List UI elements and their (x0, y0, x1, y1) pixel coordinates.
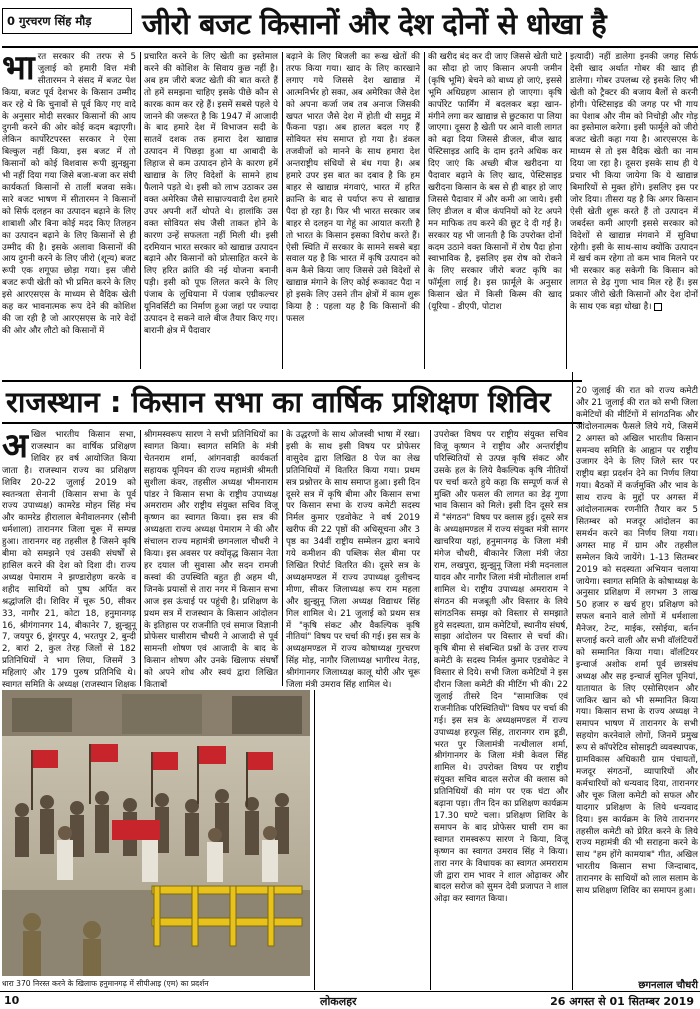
column-divider (140, 52, 141, 369)
top-story-body (2, 48, 698, 369)
top-story-headline: जीरो बजट किसानों और देश दोनों से धोखा है (142, 7, 607, 41)
second-story-column-2-text: श्रीगमस्वरूप सारण ने सभी प्रतिनिधियों का स्वागत किया। स्वागत समिति के मंत्री चेतनराम शर्मा, आंगनवाड़ी कार्यकर्ता सहायक यूनियन की राज्य महामंत्री श्रीमती सुशीला कंवर, तहसील अध्यक्ष भीमनाराम पांडर ने किसान सभा के राष्ट्रीय उपाध्यक्ष अमराराम और राष्ट्रीय संयुक्त सचिव विजू कृष्णन का स्वागत किया। इस सत्र की अध्यक्षता राज्य अध्यक्ष पेमाराम ने की और संचालन राज्य महामंत्री छगनलाल चौधरी ने किया। इस अवसर पर क्योंवृद्ध किसान नेता हर दयाल जी सुवासा और सदन रामजी कस्वां की उपस्थिति बहुत ही अहम थी, जिनके प्रयासों से तारा नगर में किसान सभा आज इस ऊंचाई पर पहुंची है। प्रशिक्षण के प्रथम सत्र में राजस्थान के किसान आंदोलन के इतिहास पर राजनीति एवं समाज विज्ञानी प्रोफेसर घासीराम चौधरी ने आजादी से पूर्व सामन्ती शोषण एवं आजादी के बाद के किसान शोषण और उनके खिलाफ संघर्षों को अपने शोध और स्वयं द्वारा लिखित किताबों (144, 430, 278, 691)
second-story-column-5 (576, 386, 698, 974)
column-divider (424, 52, 425, 369)
issue-date: 26 अगस्त से 01 सितम्बर 2019 (550, 995, 694, 1008)
column-divider (282, 52, 283, 369)
page-footer (0, 991, 700, 1009)
top-story-column-2-text: प्रचारित करने के लिए खेती का इस्तेमाल करने की कोशिश के सिवाय कुछ नहीं है। अब हम जीरो बजट खेती की बात करते हैं तो हमें समझना चाहिए इसके पीछे कौन से कारक काम कर रहे हैं। इसमें सबसे पहले ये जानने की जरूरत है कि 1947 में आजादी के बाद हमारे देश में विभाजन सदी के सातवें दशक तक हमारा देश खाद्यान्न उत्पादन में पिछड़ा हुआ था आबादी के लिहाज से कम उत्पादन होने के कारण हमें खाद्यान्न के लिए विदेशों के सामने हाथ फैलाने पड़ते थे। इसी को लाभ उठाकर उस वक्त अमेरिका जैसे साम्राज्यवादी देश हमारे उपर अपनी शर्तें थोपते थे। हालांकि उस वक्त सोवियत संघ जैसी ताकत होने के कारण उन्हें सफलता नहीं मिली थी। इसी दरमियान भारत सरकार को खाद्यान्न उत्पादन बढ़ाने और किसानों को प्रोत्साहित करने के लिए हरित क्रांति की नई योजना बनानी पड़ी। इसी को पूफ लिलत करने के लिए पंजाब के लुधियाना में पंजाब एग्रीकल्चर यूनिवर्सिटी का निर्माण हुआ जहां पर ज्यादा उत्पादन दे सकने वाले बीज तैयार किए गए। बारानी क्षेत्र में पैदावार (144, 52, 278, 336)
second-story-column-2 (144, 430, 278, 691)
rally-photo (2, 690, 310, 976)
second-story-column-1 (2, 426, 136, 691)
column-divider (314, 690, 315, 990)
second-story-column-3-text: के उद्धरणों के साथ ओजस्वी भाषा में रखा। इसी के साथ इसी विषय पर प्रोफेसर वासुदेव द्वारा लिखित 8 पेज का लेख प्रतिनिधियों में वितरित किया गया। प्रथम सत्र प्रश्नोत्तर के साथ समाप्त हुआ। इसी दिन दूसरे सत्र में कृषि बीमा और किसान सभा पर किसान सभा के राज्य कमेटी सदस्य निर्मल कुमार एडवोकेट ने वर्ष 2019 खरीफ की 22 पृष्ठों की अधिसूचना और 3 पृष्ठ का 34वीं राष्ट्रीय सम्मेलन द्वारा बनाये गये कमीशन की पब्लिक सेल बीमा पर लिखित रिपोर्ट वितरित की। दूसरे सत्र के अध्यक्षमण्डल में राज्य उपाध्यक्ष दुलीचन्द मीणा, सीकर जिलाध्यक्ष रूप राम महला और झुन्झुनू जिला अध्यक्ष विद्याधर सिंह गिल शामिल थे। 21 जुलाई को प्रथम सत्र में "कृषि संकट और वैकल्पिक कृषि नीतियां" विषय पर चर्चा की गई। इस सत्र के अध्यक्षमण्डल में राज्य कोषाध्यक्ष गुरचरण सिंह मोड़, नागौर जिलाध्यक्ष भागीरथ नेतड़, श्रीगंगानगर जिलाध्यक्ष कालू थोरी और चूरू जिला मंत्री उमराव सिंह शामिल थे। (286, 430, 420, 691)
top-story-dropcap: भा (2, 48, 35, 88)
second-story-dropcap: अ (2, 426, 28, 466)
page-number: 10 (4, 994, 20, 1007)
top-story-column-1-text: रत सरकार की तरफ से 5 जुलाई को हमारी वित्त मंत्री सीतारमन ने संसद में बजट पेश किया, बजट पूर्व देशभर के किसान उम्मीद कर रहे थे कि चुनावों से पूर्व किए गए वादे के अनुसार मोदी सरकार किसानों की आय दुगनी करने की ओर कोई कदम बढ़ाएगी। लेकिन कार्पोरेटपरस्त सरकार ने ऐसा बिल्कुल नहीं किया, इस बजट में तो किसानों को कोई विशवास रूपी झुनझुना भी नहीं दिया गया जिसे बजा-बजा कर संघी कार्यकर्ता किसानों से तालीं बजवा सके। सारे बजट भाषण में सीतारमन ने किसानों को सिर्फ दलहन का उत्पादन बढ़ाने के लिए शाबाशी और बिना कोई मदद किए तिलहन का उत्पादन बढ़ाने के लिए किसानों से ही उम्मीद की है। इसके अलावा किसानों की आय दुगनी करने के लिए जीरो (शून्य) बजट रूपी एक शगूफा छोड़ा गया। इस जीरो बजट रूपी खेती को भी प्रमित करने के लिए इसे आरएसएस के माध्यम से वैदिक खेती कह कर भावनात्मक रूप देने की कोशिश की जा रही है जो आरएसएस के नारे वेदों की ओर और लौटो को किसानों में (2, 52, 136, 336)
top-story-header (2, 2, 698, 48)
end-mark-icon (654, 303, 662, 311)
second-story-column-4 (434, 430, 568, 988)
second-story-column-4-text: उपरोक्त विषय पर राष्ट्रीय संयुक्त सचिव विजू कृष्णन ने राष्ट्रीय और अन्तर्राष्ट्रीय परिस्थितियों से उत्पन्न कृषि संकट और उसके हल के लिये वैकल्पिक कृषि नीतियों पर चर्चा करते हुये कहा कि सम्पूर्ण कर्ज से मुक्ति और फसल की लागत का डेढ़ गुणा भाव किसान को मिले। इसी दिन दूसरे सत्र में "संगठन" विषय पर क्लास हुई। दूसरे सत्र के अध्यक्षमण्डल में राज्य संयुक्त मंत्री सागर खाचरिया यहां, हनुमानगढ़ के जिला मंत्री मंगेज चौधरी, बीकानेर जिला मंत्री जेठा राम, लखपुरा, झुन्झुनू जिला मंत्री मदनलाल यादव और नागौर जिला मंत्री मोतीलाल शर्मा शामिल थे। राष्ट्रीय उपाध्यक्ष अमराराम ने संगठन की मजबूती और विस्तार के लिये सांगठनिक समझ को विस्तार से समझाते हुये सदस्यता, ग्राम कमेटियों, स्थानीय संघर्ष, साझा आंदोलन पर विस्तार से चर्चा की। कृषि बीमा से संबन्धित प्रश्नों के उत्तर राज्य कमेटी के सदस्य निर्मल कुमार एडवोकेट ने विस्तार से दिये। सभी जिला कमेटियों ने इस दौरान जिला कमेटी की मीटिंग भी की। 22 जुलाई तीसरे दिन "सामाजिक एवं राजनीतिक परिस्थितियों" विषय पर चर्चा की गई। इस सत्र के अध्यक्षमण्डल में राज्य उपाध्यक्ष हरफूल सिंह, तारानगर राम डूडी, भरत पुर जिलामंत्री नत्थीलाल शर्मा, श्रीगंगानगर के जिला मंत्री केवल सिंह शामिल थे। उपरोक्त विषय पर राष्ट्रीय संयुक्त सचिव बादल सरोज की क्लास को प्रतिनिधियों की मांग पर एक घंटा और बढ़ाना पड़ा। तीन दिन का प्रशिक्षण कार्यक्रम 17.30 घण्टे चला। प्रशिक्षण शिविर के समापन के बाद प्रोफेसर घासी राम का स्वागत रामस्वरूप सारण ने किया, विजू कृष्णन का स्वागत उमराव सिंह ने किया। तारा नगर के विधायक का स्वागत अमराराम जी द्वारा राम भावर ने शाल ओढ़ाकर और बादल सरोज को सुमन देवी प्रजापत ने शाल ओढ़ा कर स्वागत किया। (434, 430, 568, 905)
photo-caption: धारा 370 निरस्त करने के खिलाफ हनुमानगढ़ में सीपीआइ (एम) का प्रदर्शन (2, 979, 209, 988)
top-story-column-5 (570, 52, 698, 369)
column-divider (566, 52, 567, 369)
second-story-column-3-continued (318, 690, 428, 988)
top-story-column-3 (286, 52, 420, 369)
second-story-header (2, 380, 582, 424)
second-story-column-5-text: 20 जुलाई की रात को राज्य कमेटी और 21 जुलाई की रात को सभी जिला कमेटियों की मीटिंगों में सांगठनिक और आंदोलनात्मक फैसले लिये गये, जिसमें 2 अगस्त को अखिल भारतीय किसान समन्वय समिति के आह्वान पर राष्ट्रीय उजागर देने के लिए जिले स्तर पर राष्ट्रीय बड़ा प्रदर्शन देने का निर्णय लिया गया। बैठकों में कर्जमुक्ति और भाव के साथ राज्य के मुद्दों पर अगस्त में आंदोलनात्मक रणनीति तैयार कर 5 सितम्बर को मजदूर आंदोलन का समर्थन करने का निर्णय लिया गया। अगस्त माह में ग्राम और तहसील सम्मेलन किये जायेंगे। 1-13 सितम्बर 2019 को सदस्यता अभियान चलाया जायेगा। स्वागत समिति के कोषाध्यक्ष के अनुसार प्रशिक्षण में लगभग 3 लाख 50 हजार रु खर्च हुए। प्रशिक्षण को सफल बनाने वाले लोगों में धर्मशाला मैनेजर, टेन्ट, माईक, रसोईया, बर्तन सप्लाई करने वाली और सभी वॉलंटियरों को सम्मानित किया गया। वॉलंटियर इन्चार्ज अशोक शर्मा पूर्व छात्रसंघ अध्यक्ष और सह इन्चार्ज सुनिल पूनियां, यातायात के लिए एसोसिएशन और जाकिर खान को भी सम्मानित किया गया। किसान सभा के राज्य अध्यक्ष ने समापन भाषण में तारानगर के सभी सहयोग करनेवाले लोगों, जिनमें प्रमुख रूप से कॉपरेटिव सोसाइटी व्यवस्थापक, ग्रामविकास अधिकारी ग्राम पंचायतों, मजदूर संगठनों, व्यापारियों और कर्मचारियों को धन्यवाद दिया, तारानगर और चूरू जिला कमेटी को सफल और यादगार प्रशिक्षण के लिये धन्यवाद दिया। इस कार्यक्रम के लिये तारानगर तहसील कमेटी को प्रेरित करने के लिये राज्य महामंत्री की भी सराहना करने के साथ "हम होंगे कामयाब" गीत, अखिल भारतीय किसान सभा जिन्दाबाद, तारानगर के साथियों को लाल सलाम के साथ प्रशिक्षण शिविर का समापन हुआ। (576, 386, 698, 897)
top-story-column-5-text: इत्यादी) नहीं डालेगा इनकी जगह सिर्फ देसी खाद अर्थात गोबर की खाद ही डालेगा। गोबर उपलब्ध रहे इसके लिए भी खेती को ट्रैक्टर की बजाय बैलों से करनी होगी। पेस्टिसाइड की जगह पर भी गाय का पेशाब और नीम को निचोड़ी और गोड़ का इस्तेमाल करेगा। इसी फार्मूले को जीरो बजट खेती कहा गया है। आरएसएस के माध्यम से तो इस वैदिक खेती का नाम दिया जा रहा है। दूसरा इसके साथ ही ये प्रचार भी किया जायेगा कि ये खाद्यान्न बिमारियों से मुक्त होंगे। इसलिए इस पर जोर दिया। तीसरा यह है कि अगर किसान ऐसी खेती शुरू करते हैं तो उत्पादन में जबर्दस्त कमी आएगी इससे सरकार को विदेशों से खाद्यान्न मंगवाने में सुविधा रहेगी। इसी के साथ-साथ क्योंकि उत्पादन में खर्च कम रहेगा तो कम भाव मिलने पर भी सरकार कह सकेगी कि किसान को लागत से डेढ़ गुणा भाव मिल रहे हैं। इस प्रकार जीरो खेती किसानों और देश दोनों के साथ एक बड़ा धोखा है। (570, 52, 698, 313)
publication-name: लोकलहर (320, 995, 357, 1008)
second-story-column-3 (286, 430, 420, 691)
column-divider (430, 430, 431, 990)
top-story-column-3-text: बढ़ाने के लिए बिजली का रूख खेतों की तरफ किया गया। खाद के लिए कारखाने लगाए गये जिससे देश खाद्यान्न में आत्मनिर्भर हो सका, अब अमेरिका जैसे देश को अपना कर्जा जब तब अनाज जिसकी खपत भारत जैसे देश में होती थी समुद्र में फैंकना पड़ा। अब हालत बदल गए हैं सोवियत संघ समाप्त हो गया है। डंकल तजवीजों को मानने के साथ हमारा देश अन्तराष्ट्रीय संधियों से बंध गया है। अब हमारे उपर इस बात का दबाव है कि हम बाहर से खाद्यान्न मंगवाएं, भारत में हरित क्रान्ति के बाद से पर्याप्त रूप से खाद्यान्न पैदा हो रहा है। फिर भी भारत सरकार जब बाहर से दलहन या गेहूं का आयात करती है तो भारत के किसान इसका विरोध करते हैं। ऐसी स्थिति में सरकार के सामने सबसे बड़ा सवाल यह है कि भारत में कृषि उत्पादन को कम कैसे किया जाए जिससे उसे विदेशों से खाद्यान्न मंगाने के लिए कोई रूकावट पैदा न हो इसके लिए उसने तीन क्षेत्रों में काम शुरू किया है : पहला यह है कि किसानों की फसल (286, 52, 420, 324)
second-story-column-1-text: खिल भारतीय किसान सभा, राजस्थान का वार्षिक प्रशिक्षण शिविर हर वर्ष आयोजित किया जाता है। राजस्थान राज्य का प्रशिक्षण शिविर 20-22 जुलाई 2019 को स्वतन्त्रता सेनानी (किसान सभा के पूर्व राज्य उपाध्यक्ष) कामरेड मोहन सिंह मंच और कामरेड हीरालाल बेनीवालनगर (सौनी धर्मशाला) तारानगर जिला चूरू में सम्पन्न हुआ। तारानगर वह तहसील है जिसने कृषि बीमा को समझने एवं उसकी संघर्षों से हासिल करने की देश को दिशा दी। राज्य अध्यक्ष पेमाराम ने झण्डारोहण करके व शहीद साथियों को पुष्प अर्पित कर श्रद्धांजलि दी। शिविर में चूरू 50, सीकर 33, नागौर 21, कोटा 18, हनुमानगढ़ 16, श्रीगंगानगर 14, बीकानेर 7, झुन्झुनू 7, जयपुर 6, डूंगरपुर 4, भरतपुर 2, बुन्दी 2, बारां 2, कुल तेरह जिलों से 182 प्रतिनिधियों ने भाग लिया, जिसमें 3 महिलाएं और 179 पुरुष प्रतिनिधि थे। स्वागत समिति के अध्यक्ष (राजस्थान शिक्षक (2, 430, 136, 691)
top-story-column-1 (2, 48, 136, 369)
top-story-column-4 (428, 52, 562, 369)
second-story-headline: राजस्थान : किसान सभा का वार्षिक प्रशिक्षण शिविर (6, 385, 551, 419)
column-divider (140, 430, 141, 686)
column-divider (572, 372, 573, 990)
top-story-column-4-text: की खरीद बंद कर दी जाए जिससे खेती घाटे का सौदा हो जाए किसान अपनी जमीन (कृषि भूमि) बेचने को बाध्य हो जाएं, इससे भूमि अधिग्रहण आसान हो जाएगा। कृषि कार्पोरेट फार्मिंग में बदलकर बड़ा खान-मंगीने लगा कर खाद्यान्न से छुटकारा पा लिया जाएगा। दूसरा है खेती पर आने वाली लागत को बढ़ा दिया जिससे डीजल, बीज खाद पेस्टिसाइड आदि के दाम इतने अधिक कर दिए जाएं कि अच्छी बीज खरीदना या पैदावार बढ़ाने के लिए खाद, पेस्टिसाइड खरीदना किसान के बस से ही बाहर हो जाए जिससे पैदावार में और कमी आ जाये। इसी लिए डीजल व बीज कंपनियों को रेट अपने मन माफिक तय करने की छूट दे दी गई है। सरकार यह भी जानती है कि उपरोक्त दोनों कदम उठाने वक्त किसानों में रोष पैदा होना स्वाभाविक है, इसलिए इस रोष को रोकने के लिए सरकार जीरो बजट कृषि का फॉर्मूला लाई है। इस फ़ार्मूले के अनुसार किसान खेत में किसी किस्म की खाद (यूरिया - डीएपी, पोटाश (428, 52, 562, 313)
second-story-byline: छगनलाल चौधरी (638, 980, 698, 991)
author-tag: 0 गुरचरण सिंह मौड़ (2, 8, 132, 34)
column-divider (282, 430, 283, 686)
top-story-column-2 (144, 52, 278, 369)
